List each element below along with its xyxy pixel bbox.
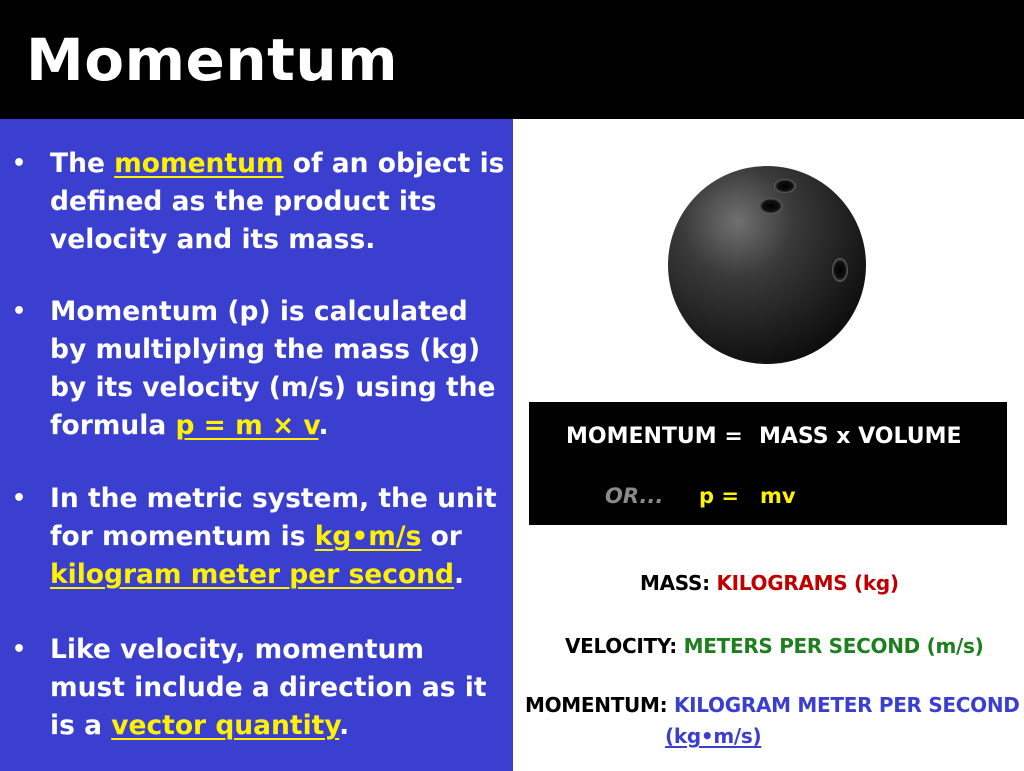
mass-label: MASS:: [640, 571, 710, 595]
bullet-2: [12, 293, 502, 449]
bullet-dot: •: [12, 486, 27, 511]
highlight-formula: p = m × v: [175, 410, 319, 441]
bowling-ball-image: [666, 164, 868, 366]
highlight-unit-words: kilogram meter per second: [50, 559, 455, 590]
formula-label-mass-volume: MASS x VOLUME: [759, 424, 962, 449]
formula-or: OR...: [605, 484, 664, 508]
bullet-text: Momentum (p) is calculated by multiplying the mass (kg) by its velocity (m/s) using the formula p = m × v.: [50, 296, 496, 441]
bullet-dot: •: [12, 637, 27, 662]
bullet-1: [12, 145, 505, 265]
momentum-label: MOMENTUM:: [525, 693, 668, 717]
formula-p: p =: [699, 484, 739, 508]
mass-unit-line: [640, 571, 899, 595]
bullet-dot: •: [12, 151, 27, 176]
bullet-text: Like velocity, momentum must include a direction as it is a vector quantity.: [50, 634, 487, 741]
velocity-unit-line: [565, 634, 983, 658]
bullet-3: [12, 480, 502, 598]
slide-title: Momentum: [26, 26, 399, 94]
mass-value: KILOGRAMS (kg): [716, 571, 899, 595]
velocity-label: VELOCITY:: [565, 634, 677, 658]
momentum-unit-symbol: (kg•m/s): [665, 724, 762, 748]
bullet-text: In the metric system, the unit for momentum is kg•m/s or kilogram meter per second.: [50, 483, 497, 590]
highlight-unit: kg•m/s: [314, 521, 422, 552]
formula-box: [529, 402, 1007, 525]
velocity-value: METERS PER SECOND (m/s): [683, 634, 984, 658]
momentum-value: KILOGRAM METER PER SECOND: [673, 693, 1020, 717]
bullet-dot: •: [12, 299, 27, 324]
formula-mv: mv: [760, 484, 796, 508]
bullet-text: The momentum of an object is defined as the product its velocity and its mass.: [50, 148, 505, 255]
title-bar: [0, 0, 1024, 119]
formula-label-momentum: MOMENTUM =: [566, 424, 743, 449]
bullet-4: [12, 631, 502, 749]
left-panel: [0, 119, 513, 771]
momentum-unit-line: [525, 693, 1020, 717]
formula-line: [566, 424, 962, 449]
highlight-vector: vector quantity: [111, 710, 340, 741]
highlight-term: momentum: [114, 148, 284, 179]
